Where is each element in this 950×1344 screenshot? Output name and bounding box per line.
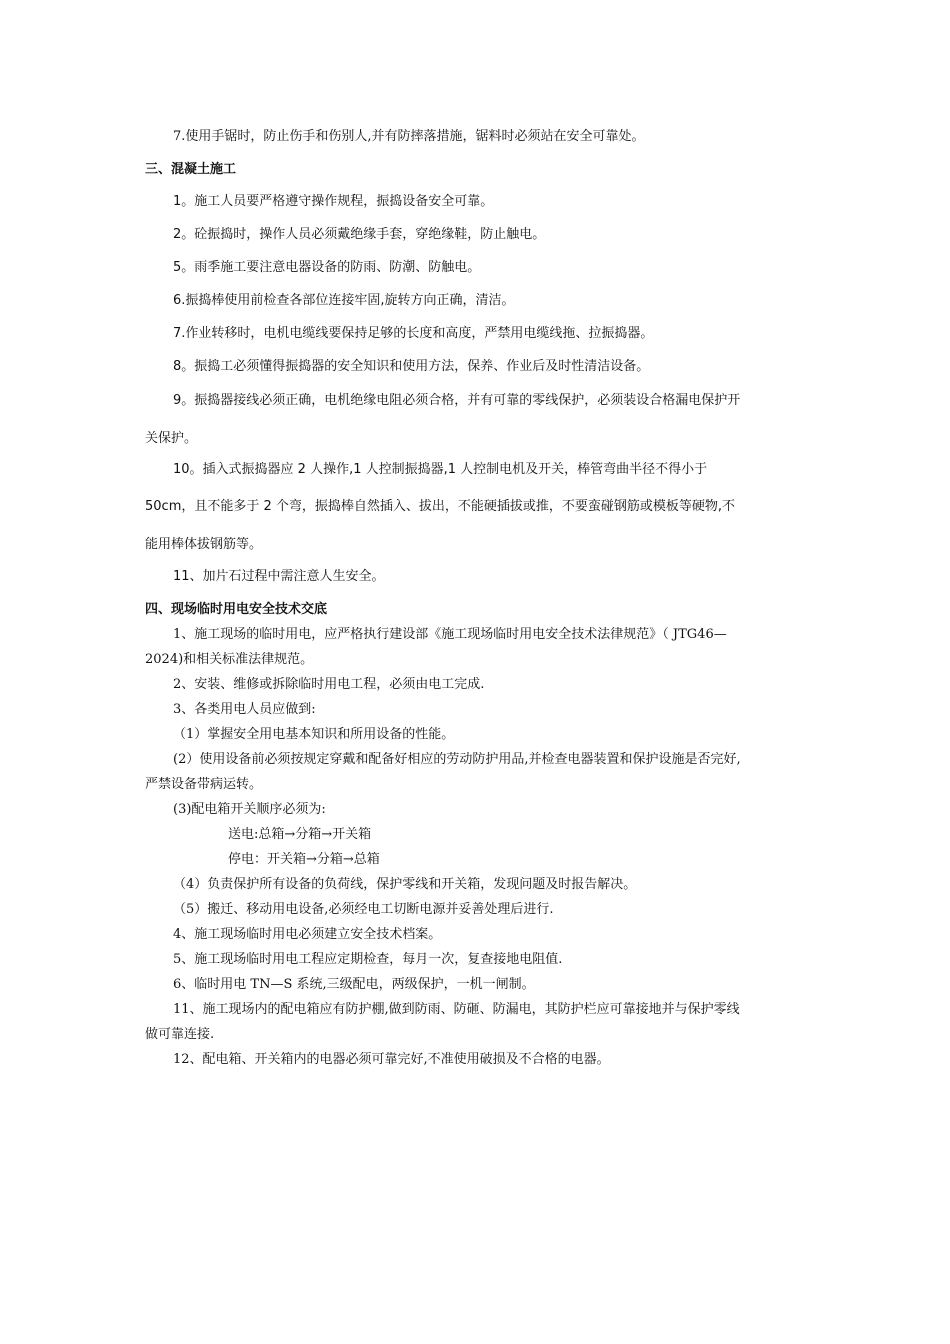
paragraph: 4、施工现场临时用电必须建立安全技术档案。 [173,927,442,942]
paragraph-continuation: 能用棒体拔钢筋等。 [145,537,263,552]
paragraph: 5、施工现场临时用电工程应定期检查，每月一次，复查接地电阻值. [173,952,563,967]
paragraph: 3、各类用电人员应做到: [173,702,316,717]
sub-item: （1）掌握安全用电基本知识和所用设备的性能。 [173,727,455,742]
section-heading: 三、混凝土施工 [145,162,237,177]
paragraph: 12、配电箱、开关箱内的电器必须可靠完好,不准使用破损及不合格的电器。 [173,1052,610,1067]
paragraph-continuation: 做可靠连接. [145,1027,215,1042]
sequence-line: 停电：开关箱→分箱→总箱 [228,852,380,867]
paragraph-continuation: 50cm，且不能多于 2 个弯，振捣棒自然插入、拔出，不能硬插拔或推，不要蛮碰钢筋或模板等硬物,不 [145,499,736,514]
paragraph: 8。振捣工必须懂得振捣器的安全知识和使用方法，保养、作业后及时性清洁设备。 [173,359,650,374]
paragraph: 6、临时用电 TN—S 系统,三级配电，两级保护，一机一闸制。 [173,977,535,992]
paragraph: 6.振捣棒使用前检查各部位连接牢固,旋转方向正确，清洁。 [173,293,515,308]
paragraph: 11、加片石过程中需注意人生安全。 [173,569,385,584]
sub-item: （5）搬迁、移动用电设备,必须经电工切断电源并妥善处理后进行. [173,902,554,917]
paragraph-continuation: 严禁设备带病运转。 [145,777,263,792]
section-heading: 四、现场临时用电安全技术交底 [145,602,328,617]
sequence-line: 送电:总箱→分箱→开关箱 [228,827,372,842]
sub-item: （4）负责保护所有设备的负荷线，保护零线和开关箱，发现问题及时报告解决。 [173,877,637,892]
paragraph: 9。振捣器接线必须正确，电机绝缘电阻必须合格，并有可靠的零线保护，必须装设合格漏电保护开 [173,393,741,408]
paragraph: 5。雨季施工要注意电器设备的防雨、防潮、防触电。 [173,260,481,275]
paragraph-continuation: 关保护。 [145,431,198,446]
paragraph-continuation: 2024)和相关标准法律规范。 [145,652,314,667]
paragraph: 11、施工现场内的配电箱应有防护棚,做到防雨、防砸、防漏电，其防护栏应可靠接地并与保护零线 [173,1002,740,1017]
paragraph: 2。砼振捣时，操作人员必须戴绝缘手套，穿绝缘鞋，防止触电。 [173,227,546,242]
paragraph: 7.作业转移时，电机电缆线要保持足够的长度和高度，严禁用电缆线拖、拉振捣器。 [173,326,654,341]
paragraph: 1。施工人员要严格遵守操作规程，振捣设备安全可靠。 [173,194,494,209]
sub-item: (2）使用设备前必须按规定穿戴和配备好相应的劳动防护用品,并检查电器装置和保护设施是否完好, [173,752,741,767]
paragraph: 10。插入式振捣器应 2 人操作,1 人控制振捣器,1 人控制电机及开关，棒管弯曲半径不得小于 [173,462,708,477]
paragraph: 7.使用手锯时，防止伤手和伤别人,并有防摔落措施，锯料时必须站在安全可靠处。 [173,129,645,144]
sub-item: (3)配电箱开关顺序必须为: [173,802,326,817]
paragraph: 2、安装、维修或拆除临时用电工程，必须由电工完成. [173,677,485,692]
paragraph: 1、施工现场的临时用电，应严格执行建设部《施工现场临时用电安全技术法律规范》（ JTG46— [173,627,727,642]
